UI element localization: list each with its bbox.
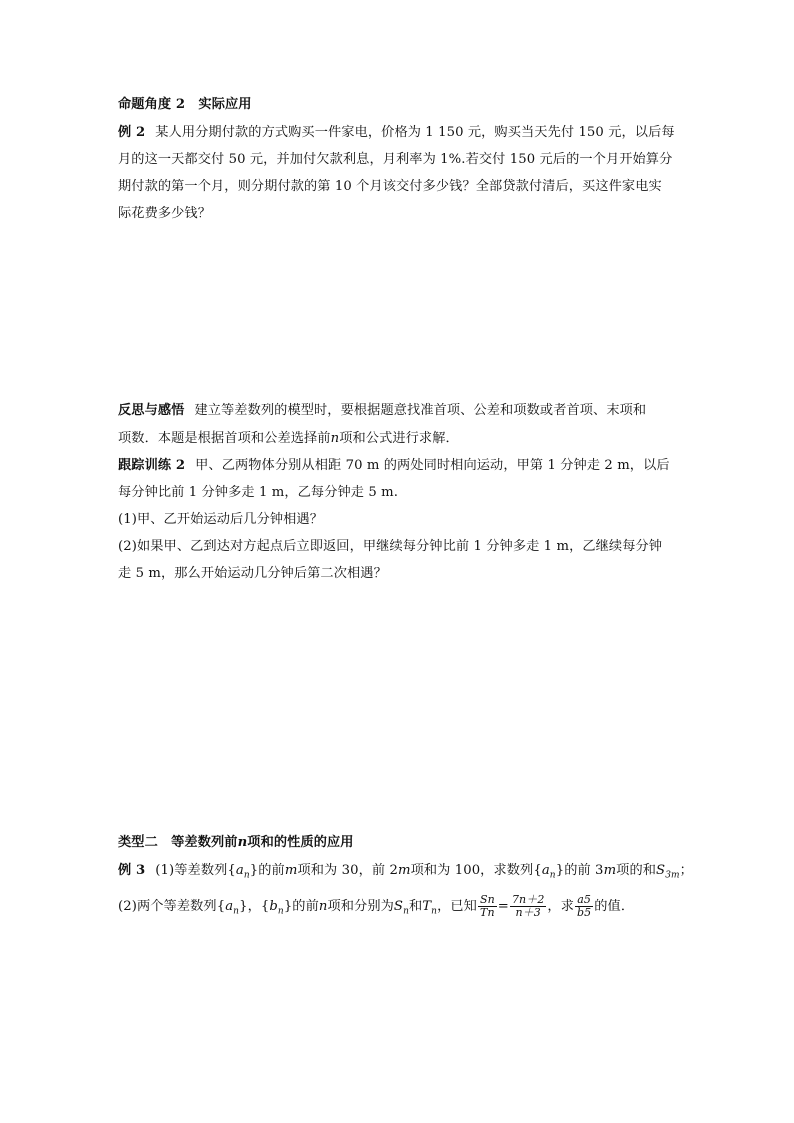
reflection-tag: 反思与感悟 xyxy=(118,403,185,418)
reflection-text-2b: 项和公式进行求解． xyxy=(339,431,459,446)
ex3-text: }的前 xyxy=(249,863,285,878)
ex3-text: (1)等差数列{ xyxy=(155,863,236,878)
var-T: T xyxy=(422,899,432,914)
practice-2-text-1: 甲、乙两物体分别从相距 70 m 的两处同时相向运动，甲第 1 分钟走 2 m，以后 xyxy=(195,458,670,473)
sub-3m: 3m xyxy=(665,870,680,881)
fraction-a5-over-b5 xyxy=(575,894,593,919)
ex3-text: 项和为 30，前 2 xyxy=(297,863,398,878)
sub-n: n xyxy=(403,906,409,917)
example-2-line-1 xyxy=(118,124,678,142)
reflection-line-2 xyxy=(118,430,678,448)
var-a: a xyxy=(235,863,244,878)
practice-2-line-1 xyxy=(118,457,678,475)
var-a: a xyxy=(225,899,234,914)
ex3-text: ，已知 xyxy=(437,899,477,914)
ex3-text: ； xyxy=(679,863,693,878)
practice-2-line-2: 每分钟比前 1 分钟多走 1 m，乙每分钟走 5 m. xyxy=(118,485,399,500)
frac-numerator: Sn xyxy=(479,893,495,906)
example-2-line-2: 月的这一天都交付 50 元，并加付欠款利息，月利率为 1%.若交付 150 元后的一个月开始算分 xyxy=(118,152,673,167)
var-a: a xyxy=(541,863,550,878)
frac-numerator: a5 xyxy=(575,894,593,907)
var-m: m xyxy=(284,863,298,878)
fraction-sn-over-tn xyxy=(478,894,497,919)
var-n: n xyxy=(318,899,328,914)
ex3-text: (2)两个等差数列{ xyxy=(118,899,226,914)
example-2-line-3: 期付款的第一个月，则分期付款的第 10 个月该交付多少钱？全部贷款付清后，买这件家电实 xyxy=(118,179,662,194)
sub-n: n xyxy=(431,906,438,917)
var-m: m xyxy=(603,863,617,878)
var-n: n xyxy=(237,835,248,850)
reflection-text-1: 建立等差数列的模型时，要根据题意找准首项、公差和项数或者首项、末项和 xyxy=(194,403,647,418)
frac-denominator: Tn xyxy=(480,906,495,919)
example-2-text-1: 某人用分期付款的方式购买一件家电，价格为 1 150 元，购买当天先付 150 元，以后每 xyxy=(155,125,675,140)
practice-2-tag: 跟踪训练 2 xyxy=(118,458,186,473)
sub-n: n xyxy=(549,870,556,881)
var-b: b xyxy=(269,899,278,914)
practice-2-question-2-line-2: 走 5 m，那么开始运动几分钟后第二次相遇？ xyxy=(118,566,387,581)
ex3-text: 项和为 100，求数列{ xyxy=(410,863,542,878)
frac-numerator: 7n＋2 xyxy=(511,893,545,906)
practice-2-question-1: (1)甲、乙开始运动后几分钟相遇？ xyxy=(118,512,324,527)
var-S: S xyxy=(656,863,666,878)
ex3-text: ，求 xyxy=(547,899,574,914)
ex3-text: }的前 xyxy=(283,899,319,914)
ex3-text: }，{ xyxy=(239,899,270,914)
example-3-line-2 xyxy=(118,894,678,925)
practice-2-question-2-line-1: (2)如果甲、乙到达对方起点后立即返回，甲继续每分钟比前 1 分钟多走 1 m，乙继续每分钟 xyxy=(118,539,663,554)
example-2-tag: 例 2 xyxy=(118,125,146,140)
ex3-text: 和 xyxy=(408,899,423,914)
frac-denominator: n＋3 xyxy=(515,906,541,919)
sub-n: n xyxy=(243,870,250,881)
frac-denominator: b5 xyxy=(577,906,592,919)
example-3-tag: 例 3 xyxy=(118,863,146,878)
type-2-heading-b: 项和的性质的应用 xyxy=(247,835,354,850)
reflection-text-2a: 项数．本题是根据首项和公差选择前 xyxy=(118,431,331,446)
section-heading-practical-application: 命题角度 2 实际应用 xyxy=(118,97,252,112)
var-S: S xyxy=(393,899,404,914)
equals-sign: = xyxy=(497,899,509,914)
sub-n: n xyxy=(233,906,240,917)
reflection-line-1 xyxy=(118,402,678,420)
example-2-line-4: 际花费多少钱？ xyxy=(118,206,212,221)
ex3-text: 项和分别为 xyxy=(327,899,394,914)
var-m: m xyxy=(397,863,411,878)
ex3-text: 的值． xyxy=(594,899,635,914)
type-2-heading-a: 类型二 等差数列前 xyxy=(118,835,238,850)
ex3-text: }的前 3 xyxy=(555,863,604,878)
var-n: n xyxy=(330,431,340,446)
sub-n: n xyxy=(277,906,284,917)
ex3-text: 项的和 xyxy=(616,863,657,878)
example-3-line-1 xyxy=(118,862,693,885)
section-heading-type-2 xyxy=(118,834,678,852)
fraction-7n2-over-n3 xyxy=(510,894,546,919)
